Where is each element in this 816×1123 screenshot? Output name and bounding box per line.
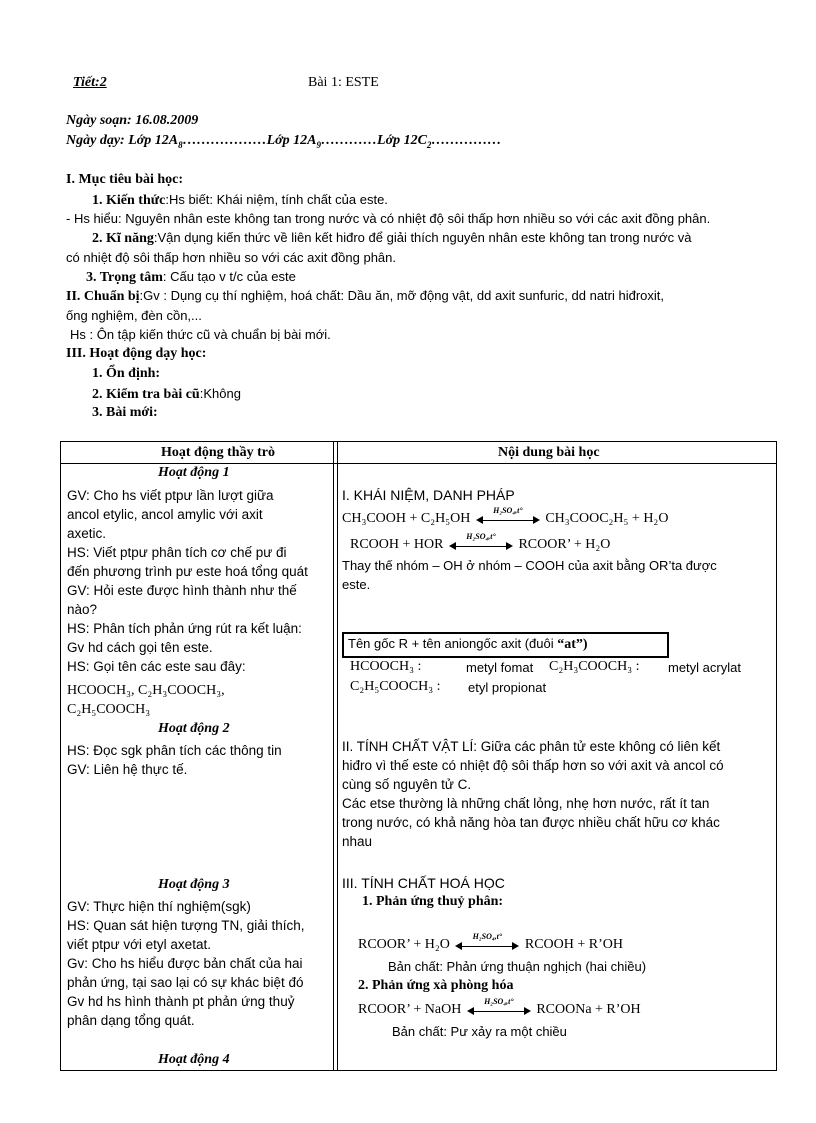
act3-content <box>67 897 305 1030</box>
equation-saponification: RCOOR’ + NaOH H₂SO₄,t° RCOONa + R’OH <box>358 996 641 1017</box>
sec1-title: I. KHÁI NIỆM, DANH PHÁP <box>342 487 515 503</box>
col2-header: Nội dung bài học <box>498 445 600 460</box>
saponification-note: Bản chất: Pư xảy ra một chiều <box>392 1024 567 1039</box>
list-item: phân dạng tổng quát. <box>67 1013 195 1028</box>
list-item: nhau <box>342 834 373 849</box>
list-item: GV: Liên hệ thực tế. <box>67 762 188 777</box>
skills-line-2: có nhiệt độ sôi thấp hơn nhiều so với các axit đồng phân. <box>66 250 396 265</box>
teach-date: Ngày dạy: Lớp $12A_8\dots\dots\dots\dots\dots\dots Lớp$ $12A_9\dots\dots\dots\dots Lớp$ $12C_2\dots\dots\dots\dots\dots$ <box>66 133 502 150</box>
equation-general-ester: RCOOH + HOR H₂SO₄,t° RCOOR’ + H₂O <box>350 531 611 552</box>
sec2-content <box>342 737 724 851</box>
lesson-title: Bài 1: ESTE <box>308 75 379 90</box>
list-item: Các etse thường là những chất lỏng, nhẹ hơn nước, rất ít tan <box>342 796 710 811</box>
act1-content <box>67 486 308 676</box>
list-item: trong nước, có khả năng hòa tan được nhiều chất hữu cơ khác <box>342 815 720 830</box>
hydrolysis-note: Bản chất: Phản ứng thuận nghịch (hai chiều) <box>388 959 647 974</box>
sec3-title: III. TÍNH CHẤT HOÁ HỌC <box>342 875 505 891</box>
list-item: HS: Gọi tên các este sau đây: <box>67 659 246 674</box>
activity-item-1: 1. Ổn định: <box>92 366 161 381</box>
naming-rule: Tên gốc R + tên aniongốc axit (đuôi “at”) <box>348 636 588 652</box>
list-item: GV: Cho hs viết ptpư lần lượt giữa <box>67 488 274 503</box>
list-item: Gv hd hs hình thành pt phản ứng thuỷ <box>67 994 295 1009</box>
act1-formula-1: HCOOCH₃, C₂H₃COOCH₃, <box>67 683 225 698</box>
list-item: axetic. <box>67 526 107 541</box>
prep-hs-line: Hs : Ôn tập kiến thức cũ và chuẩn bị bài mới. <box>70 327 331 342</box>
table-column-divider-inner <box>337 441 338 1071</box>
table-left-border <box>60 441 61 1071</box>
name-3-formula: C₂H₅COOCH₃ : <box>350 679 441 694</box>
list-item: viết ptpư với etyl axetat. <box>67 937 211 952</box>
list-item: nào? <box>67 602 98 617</box>
act2-title: Hoạt động 2 <box>158 721 230 736</box>
act2-content <box>67 741 282 779</box>
prep-date: Ngày soạn: 16.08.2009 <box>66 113 199 128</box>
table-column-divider <box>333 441 334 1071</box>
list-item: HS: Quan sát hiện tượng TN, giải thích, <box>67 918 305 933</box>
sec3-sub-2: 2. Phản ứng xà phòng hóa <box>358 978 514 993</box>
list-item: HS: Viết ptpư phân tích cơ chế pư đi <box>67 545 287 560</box>
lesson-period: Tiết:2 <box>73 75 107 90</box>
table-top-border <box>60 441 777 442</box>
focus-line: 3. Trọng tâm: Cấu tạo v t/c của este <box>86 269 296 285</box>
list-item: cùng số nguyên tử C. <box>342 777 472 792</box>
list-item: hiđro vì thế este có nhiệt độ sôi thấp hơn so với axit và ancol có <box>342 758 724 773</box>
knowledge-line: 1. Kiến thức:Hs biết: Khái niệm, tính chất của este. <box>92 192 388 208</box>
list-item: ancol etylic, ancol amylic với axit <box>67 507 263 522</box>
name-1-formula: HCOOCH₃ : <box>350 659 422 674</box>
table-right-border <box>776 441 777 1071</box>
table-header-divider <box>60 463 777 464</box>
act4-title: Hoạt động 4 <box>158 1052 230 1067</box>
act1-formula-2: C₂H₅COOCH₃ <box>67 702 151 717</box>
name-1-name: metyl fomat <box>466 660 534 675</box>
activity-item-2: 2. Kiểm tra bài cũ:Không <box>92 386 241 402</box>
col1-header: Hoạt động thầy trò <box>161 445 275 460</box>
sec1-text-2: este. <box>342 577 371 592</box>
act3-title: Hoạt động 3 <box>158 877 230 892</box>
list-item: HS: Đọc sgk phân tích các thông tin <box>67 743 282 758</box>
objectives-heading: I. Mục tiêu bài học: <box>66 172 184 187</box>
list-item: GV: Thực hiện thí nghiệm(sgk) <box>67 899 251 914</box>
equation-hydrolysis: RCOOR’ + H₂O H₂SO₄,t° RCOOH + R’OH <box>358 931 623 952</box>
skills-line-1: 2. Kĩ năng:Vận dụng kiến thức về liên kết hiđro để giải thích nguyên nhân este không tan trong nước và <box>92 230 692 246</box>
list-item: II. TÍNH CHẤT VẬT LÍ: Giữa các phân tử este không có liên kết <box>342 739 721 754</box>
sec3-sub-1: 1. Phản ứng thuỷ phân: <box>362 894 504 909</box>
prep-gv-line-2: ống nghiệm, đèn cồn,... <box>66 308 202 323</box>
reversible-arrow-icon: H₂SO₄,t° <box>449 538 513 552</box>
list-item: HS: Phân tích phản ứng rút ra kết luận: <box>67 621 302 636</box>
act1-title: Hoạt động 1 <box>158 465 230 480</box>
activity-item-3: 3. Bài mới: <box>92 405 158 420</box>
list-item: đến phương trình pư este hoá tổng quát <box>67 564 308 579</box>
equation-esterification: CH₃COOH + C₂H₅OH H₂SO₄,t° CH₃COOC₂H₅ + H₂O <box>342 505 669 526</box>
name-2-formula: C₂H₃COOCH₃ : <box>549 659 640 674</box>
reversible-arrow-icon: H₂SO₄,t° <box>476 512 540 526</box>
list-item: phản ứng, tại sao lại có sự khác biệt đó <box>67 975 304 990</box>
name-2-name: metyl acrylat <box>668 660 741 675</box>
prep-gv-line-1: II. Chuẩn bị:Gv : Dụng cụ thí nghiệm, hoá chất: Dầu ăn, mỡ động vật, dd axit sunfuric, dd natri hiđroxit, <box>66 288 665 304</box>
list-item: Gv: Cho hs hiểu được bản chất của hai <box>67 956 303 971</box>
table-bottom-border <box>60 1070 777 1071</box>
understand-line: - Hs hiểu: Nguyên nhân este không tan trong nước và có nhiệt độ sôi thấp hơn nhiều so với các axit đồng phân. <box>66 211 711 226</box>
name-3-name: etyl propionat <box>468 680 547 695</box>
list-item: Gv hd cách gọi tên este. <box>67 640 213 655</box>
reversible-arrow-icon: H₂SO₄,t° <box>455 938 519 952</box>
list-item: GV: Hỏi este được hình thành như thế <box>67 583 297 598</box>
reversible-arrow-icon: H₂SO₄,t° <box>467 1003 531 1017</box>
sec1-text-1: Thay thế nhóm – OH ở nhóm – COOH của axit bằng OR’ta được <box>342 558 717 573</box>
activities-heading: III. Hoạt động dạy học: <box>66 346 207 361</box>
